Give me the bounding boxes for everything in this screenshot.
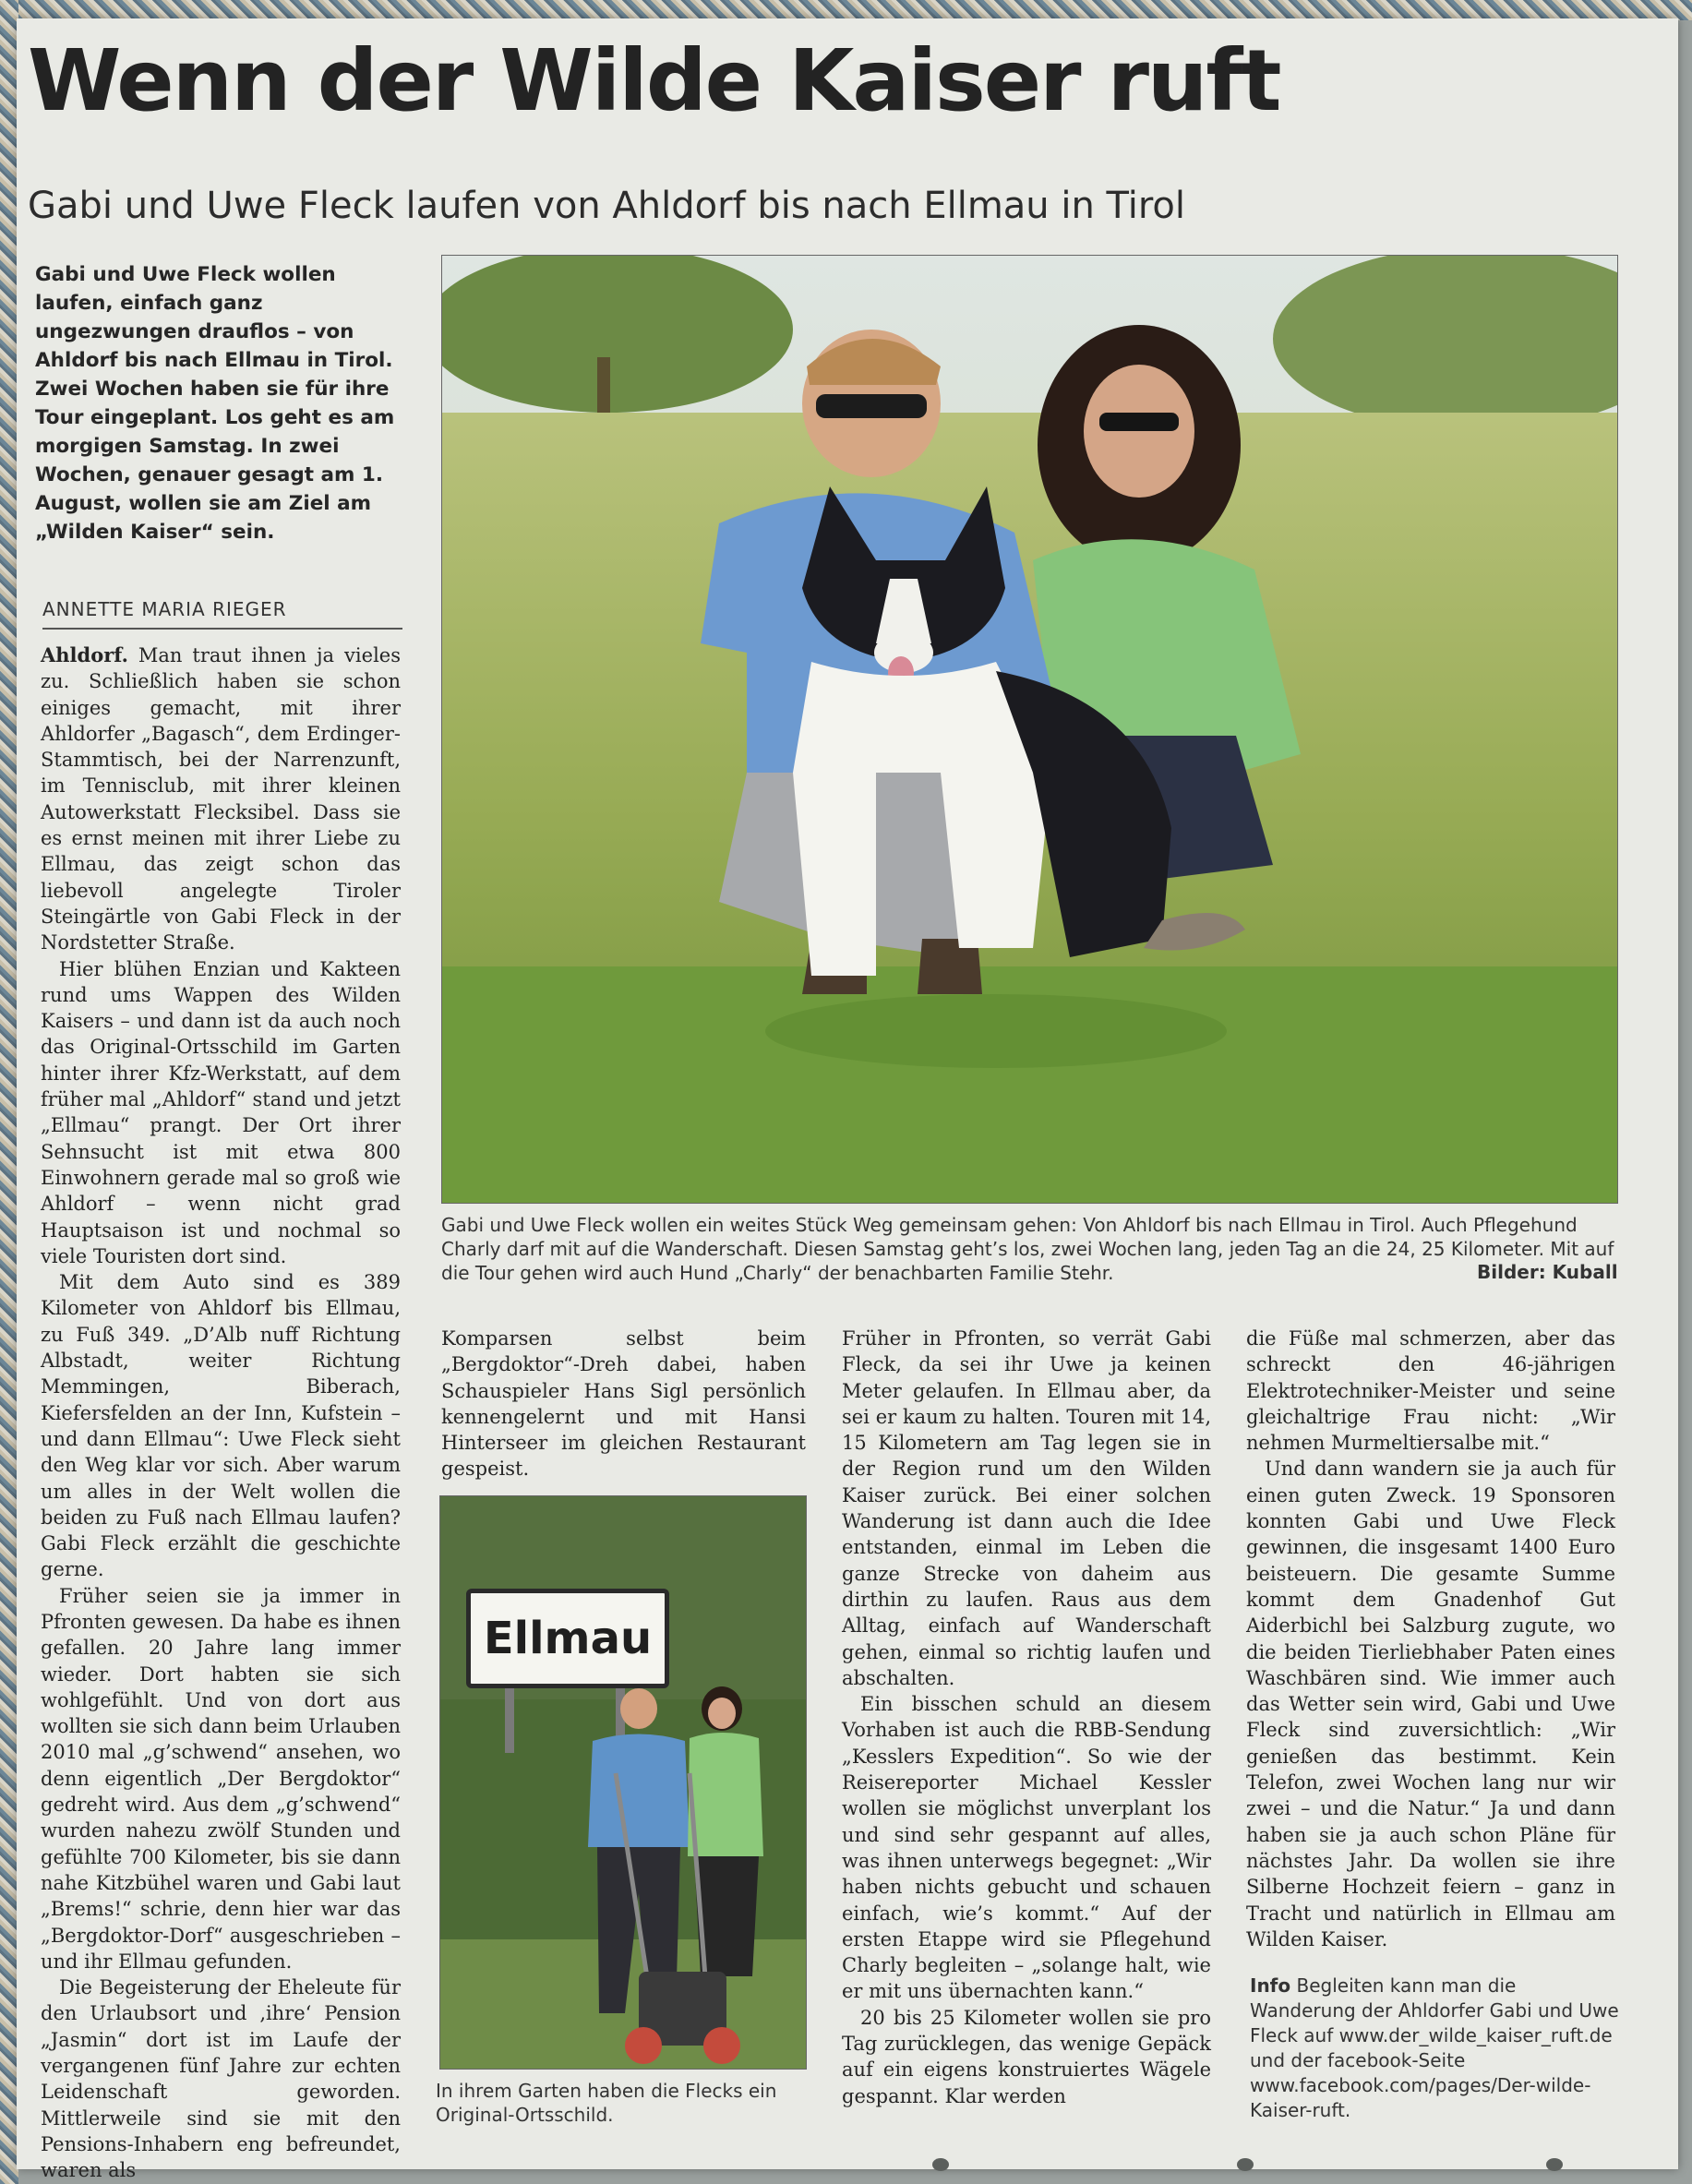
subheadline: Gabi und Uwe Fleck laufen von Ahldorf bis nach Ellmau in Tirol [28, 185, 1186, 227]
byline: ANNETTE MARIA RIEGER [42, 598, 402, 630]
paragraph: Hier blühen Enzian und Kakteen rund ums Wappen des Wilden Kaisers – und dann ist da auch noch das Original-Ortsschild im Garten hinter ihrer Kfz-Werkstatt, auf dem früher mal „Ahldorf“ stand und jetzt „Ellmau“ prangt. Der Ort ihrer Sehnsucht ist mit etwa 800 Einwohnern gerade mal so groß wie Ahldorf – wenn nicht grad Hauptsaison ist und nochmal so viele Touristen dort sind. [41, 957, 401, 1267]
teaser-text: Gabi und Uwe Fleck wollen laufen, einfach ganz ungezwungen drauflos – von Ahldorf bis nach Ellmau in Tirol. Zwei Wochen haben sie für ihre Tour eingeplant. Los geht es am morgigen Samstag. In zwei Wochen, genauer gesagt am 1. August, wollen sie am Ziel am „Wilden Kaiser“ sein. [35, 263, 395, 544]
photo-credit: Bilder: Kuball [1477, 1261, 1618, 1283]
article-column-4 [1246, 1326, 1615, 1952]
small-photo [439, 1495, 807, 2070]
dateline: Ahldorf. [41, 643, 128, 666]
main-photo-caption: Gabi und Uwe Fleck wollen ein weites Stück Weg gemeinsam gehen: Von Ahldorf bis nach Ellmau in Tirol. Auch Pflegehund Charly darf mit auf die Wanderschaft. Diesen Samstag geht’s los, zwei Wochen lang, jeden Tag an die 24, 25 Kilometer. Mit auf die Tour gehen wird auch Hund „Charly“ der benachbarten Familie Stehr. [441, 1214, 1614, 1284]
article-column-2 [441, 1326, 806, 1482]
ellmau-town-sign: Ellmau [466, 1589, 669, 1688]
main-photo [441, 255, 1618, 1204]
binder-hole [1546, 2158, 1563, 2171]
paragraph: die Füße mal schmerzen, aber das schreckt den 46-jährigen Elektrotechniker-Meister und seine gleichaltrige Frau nicht: „Wir nehmen Murmeltiersalbe mit.“ [1246, 1327, 1615, 1455]
paragraph: Mit dem Auto sind es 389 Kilometer von Ahldorf bis Ellmau, zu Fuß 349. „D’Alb nuff Richtung Albstadt, weiter Richtung Memmingen, Biberach, Kiefersfelden an der Inn, Kufstein – und dann Ellmau“: Uwe Fleck sieht den Weg klar vor sich. Aber warum um alles in der Welt wollen die beiden zu Fuß nach Ellmau laufen? Gabi Fleck erzählt die geschichte gerne. [41, 1271, 401, 1581]
paragraph [41, 642, 401, 956]
paragraph: Und dann wandern sie ja auch für einen guten Zweck. 19 Sponsoren konnten Gabi und Uwe Fleck gewinnen, die insgesamt 1400 Euro beisteuern. Die gesamte Summe kommt dem Gnadenhof Gut Aiderbichl bei Salzburg zugute, wo die beiden Tierliebhaber Paten eines Waschbären sind. Wie immer auch das Wetter sein wird, Gabi und Uwe Fleck sind zuversichtlich: „Wir genießen das bestimmt. Kein Telefon, zwei Wochen lang nur wir zwei – und die Natur.“ Ja und dann haben sie ja auch schon Pläne für nächstes Jahr. Da wollen sie ihre Silberne Hochzeit feiern – ganz in Tracht und natürlich in Ellmau am Wilden Kaiser. [1246, 1458, 1615, 1950]
paragraph: Früher in Pfronten, so verrät Gabi Fleck, da sei ihr Uwe ja keinen Meter gelaufen. In Ellmau aber, da sei er kaum zu halten. Touren mit 14, 15 Kilometern am Tag legen sie in der Region rund um den Wilden Kaiser zurück. Bei einer solchen Wanderung ist dann auch die Idee entstanden, einmal im Leben die ganze Strecke von daheim aus dirthin zu laufen. Raus aus dem Alltag, einfach auf Wanderschaft gehen, einmal so richtig laufen und abschalten. [842, 1327, 1211, 1689]
info-box [1250, 1974, 1619, 2123]
tablecloth-top [0, 0, 1692, 20]
paragraph: 20 bis 25 Kilometer wollen sie pro Tag zurücklegen, das wenige Gepäck auf ein eigens konstruiertes Wägele gespannt. Klar werden [842, 2006, 1211, 2107]
paragraph-text: Man traut ihnen ja vieles zu. Schließlich haben sie schon einiges gemacht, mit ihrer Ahldorfer „Bagasch“, dem Erdinger-Stammtisch, bei der Narrenzunft, im Tennisclub, mit ihrer kleinen Autowerkstatt Flecksibel. Dass sie es ernst meinen mit ihrer Liebe zu Ellmau, das zeigt schon das liebevoll angelegte Tiroler Steingärtle von Gabi Fleck in der Nordstetter Straße. [41, 644, 401, 954]
small-photo-caption: In ihrem Garten haben die Flecks ein Original-Ortsschild. [436, 2080, 777, 2126]
binder-hole [1237, 2158, 1254, 2171]
info-text: Begleiten kann man die Wanderung der Ahldorfer Gabi und Uwe Fleck auf www.der_wilde_kaiser_ruft.de und der facebook-Seite www.facebook.com/pages/Der-wilde-Kaiser-ruft. [1250, 1974, 1619, 2121]
paragraph: Komparsen selbst beim „Bergdoktor“-Dreh dabei, haben Schauspieler Hans Sigl persönlich kennengelernt und mit Hansi Hinterseer im gleichen Restaurant gespeist. [441, 1327, 806, 1481]
main-photo-image [442, 256, 1617, 1203]
paragraph: Die Begeisterung der Eheleute für den Urlaubsort und ‚ihre‘ Pension „Jasmin“ dort ist im Laufe der vergangenen fünf Jahre zur echten Leidenschaft geworden. Mittlerweile sind sie mit den Pensions-Inhabern eng befreundet, waren als [41, 1976, 401, 2182]
article-column-1 [41, 642, 401, 2184]
tablecloth-left [0, 0, 18, 2184]
info-label: Info [1250, 1974, 1291, 1997]
paragraph: Früher seien sie ja immer in Pfronten gewesen. Da habe es ihnen gefallen. 20 Jahre lang immer wieder. Dort habten sie sich wohlgefühlt. Und von dort aus wollten sie sich dann beim Urlauben 2010 mal „g’schwend“ ansehen, wo denn eigentlich „Der Bergdoktor“ gedreht wird. Aus dem „g’schwend“ wurden nahezu zwölf Stunden und gefühlte 700 Kilometer, bis sie dann nahe Kitzbühel waren und Gabi laut „Brems!“ schrie, denn hier war das „Bergdoktor-Dorf“ ausgeschrieben – und ihr Ellmau gefunden. [41, 1584, 401, 1973]
small-photo-image [440, 1496, 806, 2069]
paragraph: Ein bisschen schuld an diesem Vorhaben ist auch die RBB-Sendung „Kesslers Expedition“. So wie der Reisereporter Michael Kessler wollen sie möglichst unverplant los und sind sehr gespannt auf alles, was ihnen unterwegs begegnet: „Wir haben nichts gebucht und schauen einfach, wie’s kommt.“ Auf der ersten Etappe wird sie Pflegehund Charly begleiten – „solange halt, wie er mit uns übernachten kann.“ [842, 1693, 1211, 2003]
headline: Wenn der Wilde Kaiser ruft [28, 31, 1280, 130]
article-column-3 [842, 1326, 1211, 2109]
binder-hole [932, 2158, 949, 2171]
